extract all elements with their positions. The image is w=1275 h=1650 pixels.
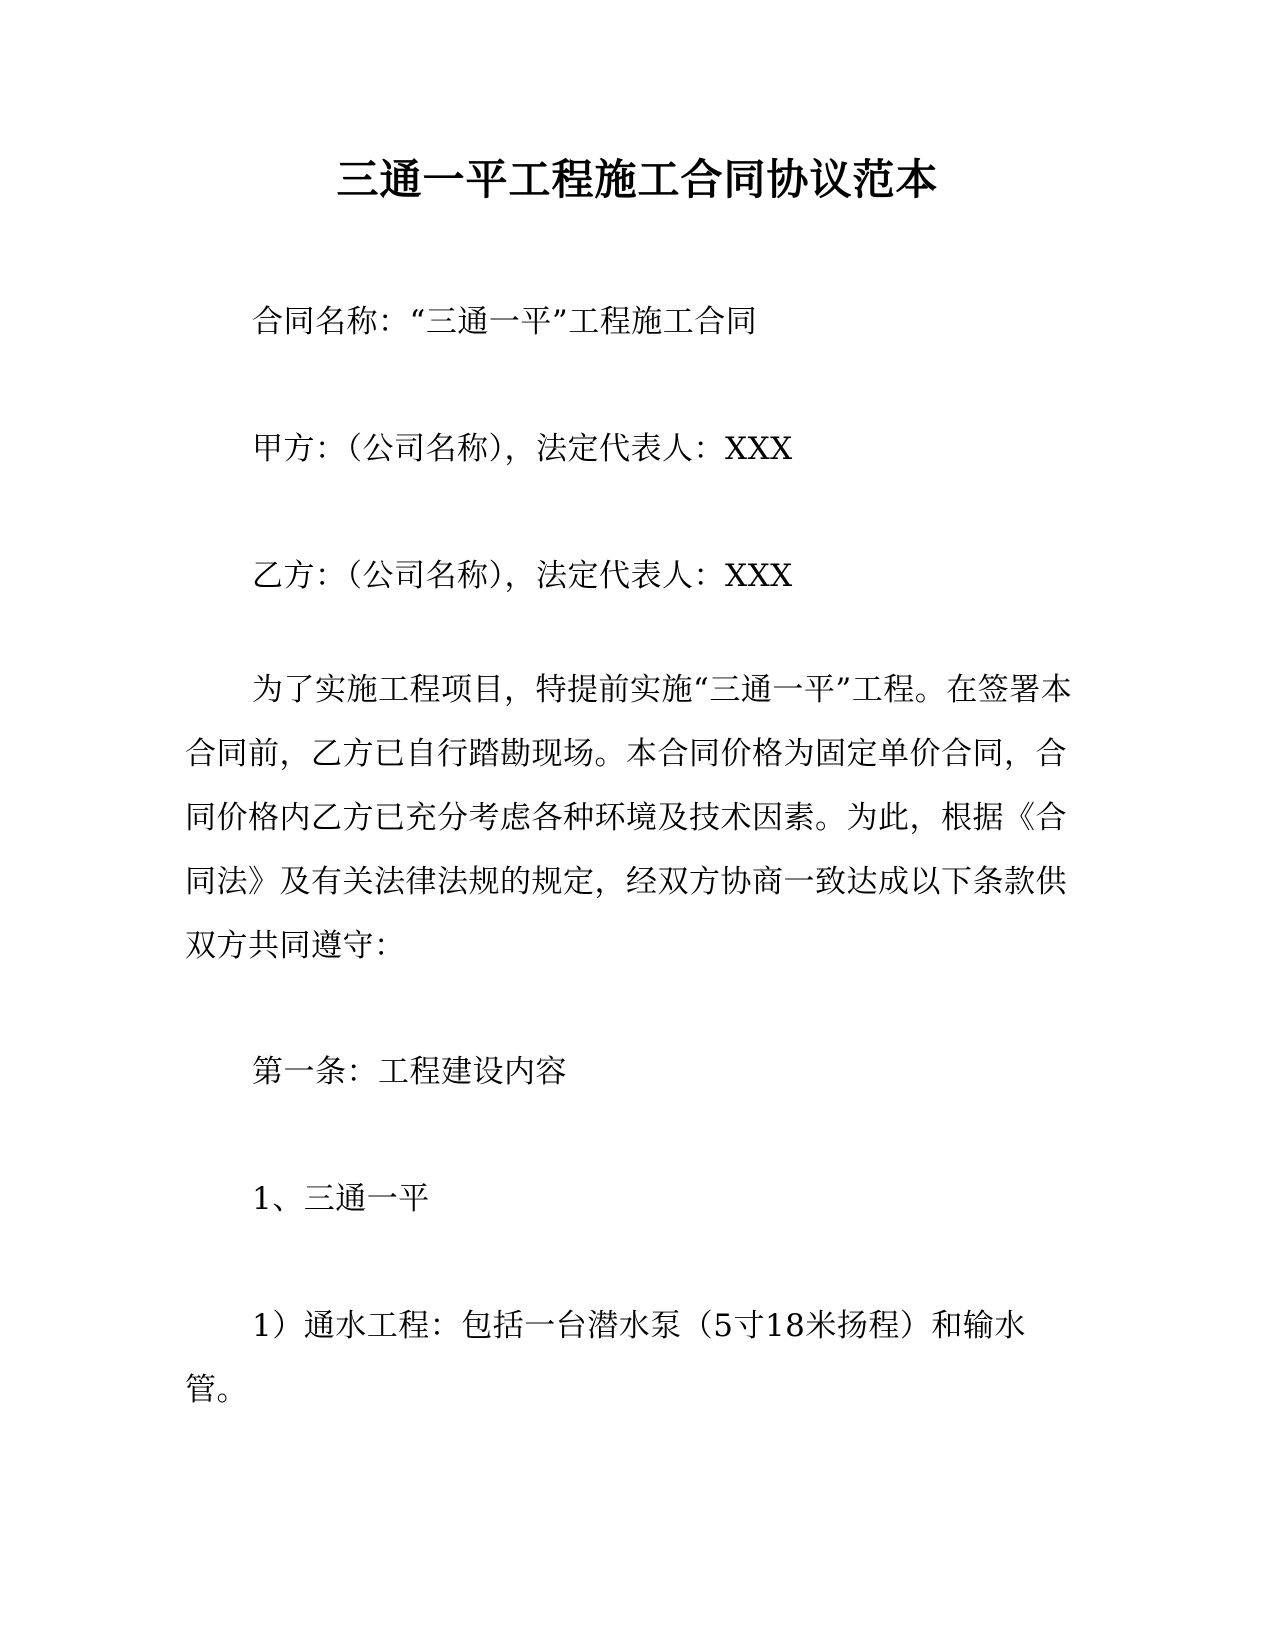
document-title: 三通一平工程施工合同协议范本	[336, 155, 939, 204]
water-works-paragraph: 1）通水工程：包括一台潜水泵（5寸18米扬程）和输水管。	[185, 1308, 1026, 1408]
contract-name-line: 合同名称：“三通一平”工程施工合同	[252, 304, 758, 340]
article-one-heading: 第一条：工程建设内容	[252, 1054, 567, 1090]
item-one-heading: 1、三通一平	[252, 1181, 430, 1217]
party-a-line: 甲方：（公司名称），法定代表人：XXX	[252, 431, 793, 467]
preamble-paragraph: 为了实施工程项目，特提前实施“三通一平”工程。在签署本合同前，乙方已自行踏勘现场。本合同价格为固定单价合同，合同价格内乙方已充分考虑各种环境及技术因素。为此，根据《合同法》及有关法律法规的规定，经双方协商一致达成以下条款供双方共同遵守：	[185, 672, 1073, 964]
party-b-line: 乙方：（公司名称），法定代表人：XXX	[252, 558, 793, 594]
